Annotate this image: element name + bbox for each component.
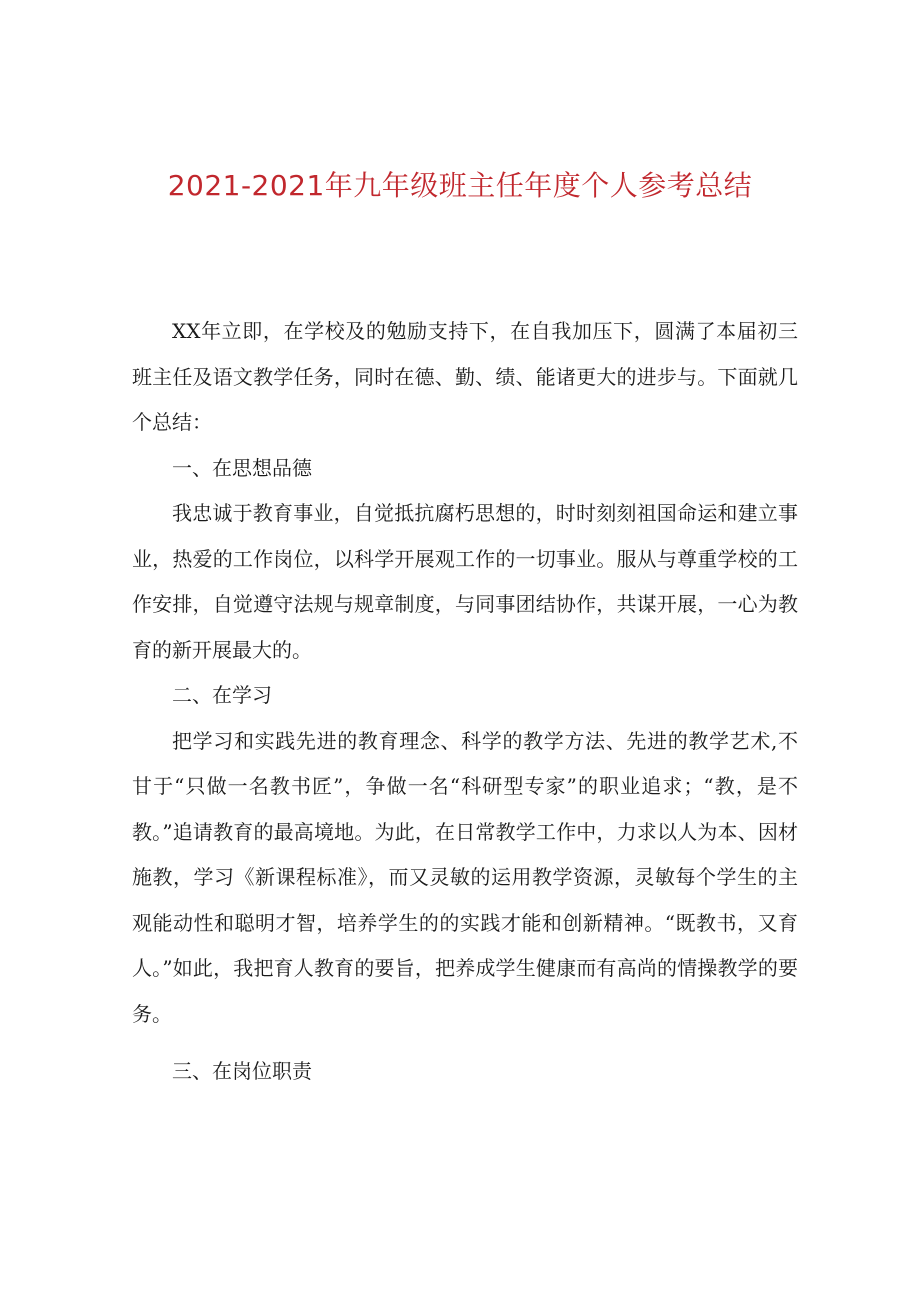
intro-paragraph: XX年立即，在学校及的勉励支持下，在自我加压下，圆满了本届初三班主任及语文教学任务，同时在德、勤、绩、能诸更大的进步与。下面就几个总结： xyxy=(132,319,798,434)
document-title: 2021-2021年九年级班主任年度个人参考总结 xyxy=(167,169,753,202)
section-body-2: 把学习和实践先进的教育理念、科学的教学方法、先进的教学艺术,不甘于“只做一名教书匠”，争做一名“科研型专家”的职业追求；“教，是不教。”追请教育的最高境地。为此，在日常教学工作中，力求以人为本、因材施教，学习《新课程标准》，而又灵敏的运用教学资源，灵敏每个学生的主观能动性和聪明才智，培养学生的的实践才能和创新精神。“既教书，又育人。”如此，我把育人教育的要旨，把养成学生健康而有高尚的情操教学的要务。 xyxy=(132,728,798,1026)
document-body xyxy=(132,309,798,1095)
section-heading-3: 三、在岗位职责 xyxy=(172,1059,312,1083)
section-gap xyxy=(132,1037,798,1049)
section-heading-2: 二、在学习 xyxy=(172,683,272,707)
section-body-1: 我忠诚于教育事业，自觉抵抗腐朽思想的，时时刻刻祖国命运和建立事业，热爱的工作岗位，以科学开展观工作的一切事业。服从与尊重学校的工作安排，自觉遵守法规与规章制度，与同事团结协作，共谋开展，一心为教育的新开展最大的。 xyxy=(132,501,798,662)
section-heading-1: 一、在思想品德 xyxy=(172,455,312,480)
